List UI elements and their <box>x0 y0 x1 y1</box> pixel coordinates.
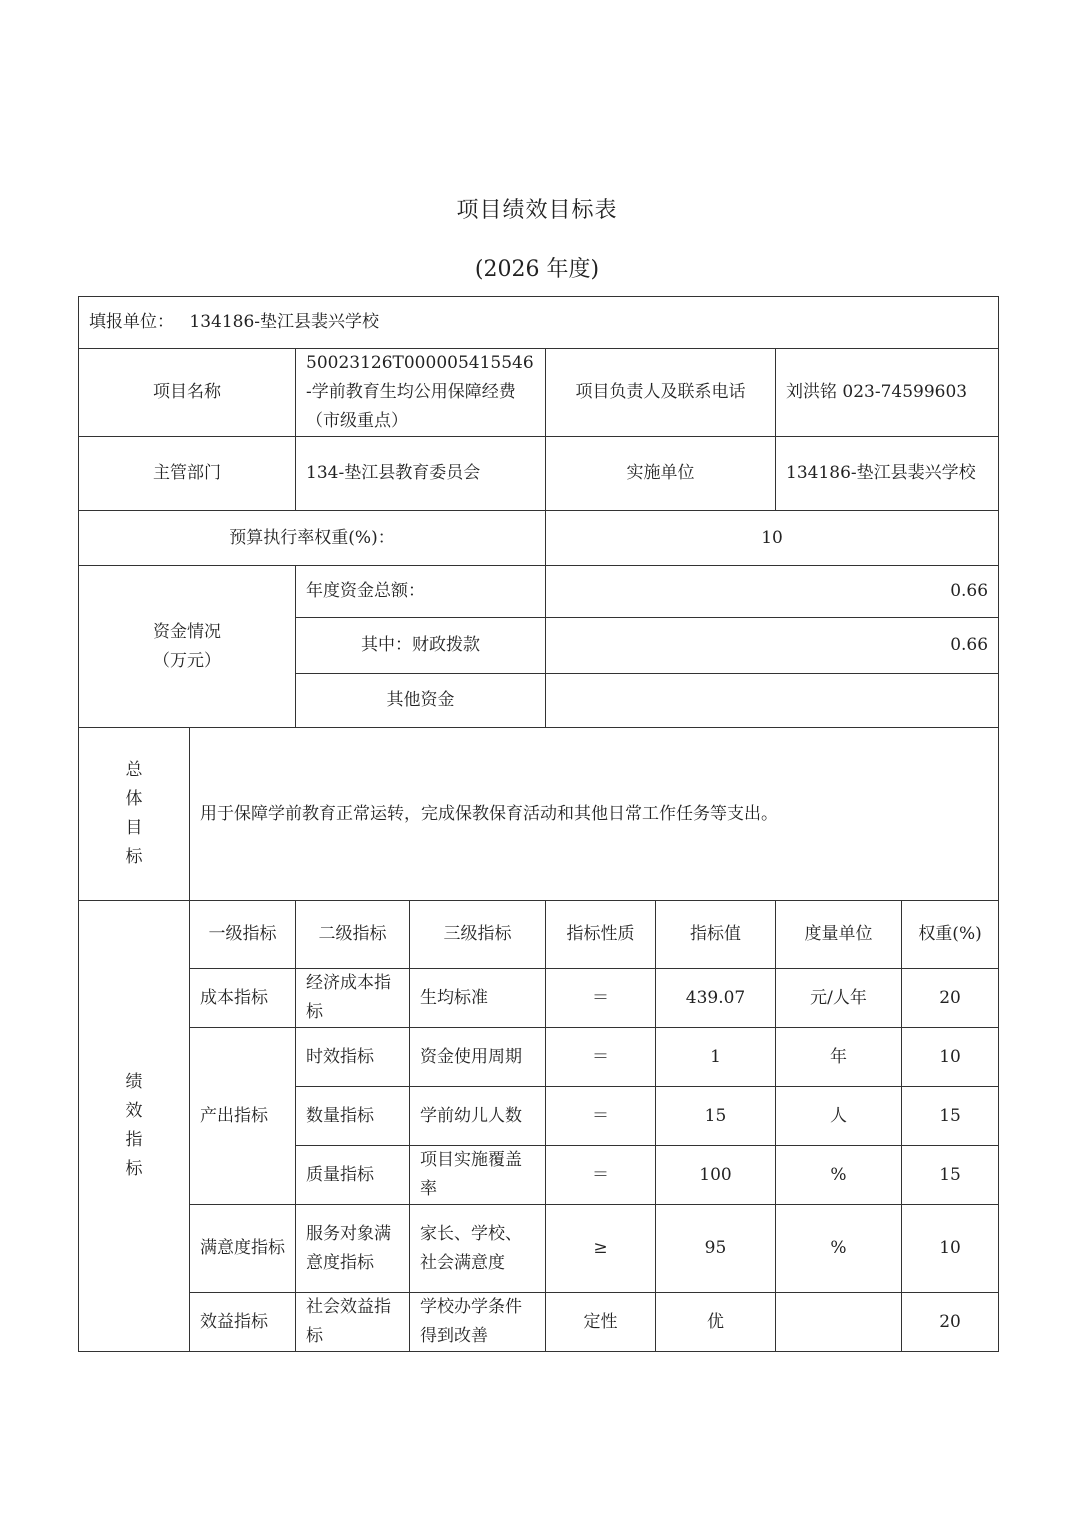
table-row <box>79 1028 999 1087</box>
level3-cell: 学前幼儿人数 <box>410 1087 546 1146</box>
value-cell: 100 <box>656 1146 776 1205</box>
level3-cell: 家长、学校、社会满意度 <box>410 1205 546 1293</box>
nature-cell: ＝ <box>546 1028 656 1087</box>
department-label: 主管部门 <box>79 437 296 511</box>
manager-value: 刘洪铭 023-74599603 <box>776 349 999 437</box>
funding-row-total <box>79 566 999 618</box>
unit-cell: 元/人年 <box>776 969 902 1028</box>
level1-cell: 成本指标 <box>190 969 296 1028</box>
table-row <box>79 1293 999 1352</box>
nature-cell: ≥ <box>546 1205 656 1293</box>
unit-cell: 人 <box>776 1087 902 1146</box>
weight-cell: 20 <box>902 969 999 1028</box>
weight-cell: 15 <box>902 1087 999 1146</box>
budget-rate-value: 10 <box>546 511 999 566</box>
department-value: 134-垫江县教育委员会 <box>296 437 546 511</box>
unit-cell: % <box>776 1205 902 1293</box>
overall-goal-label <box>79 728 190 901</box>
value-cell: 15 <box>656 1087 776 1146</box>
unit-cell: % <box>776 1146 902 1205</box>
level2-cell: 社会效益指标 <box>296 1293 410 1352</box>
level3-cell: 项目实施覆盖率 <box>410 1146 546 1205</box>
column-header: 一级指标 <box>190 901 296 969</box>
funding-section-label <box>79 566 296 728</box>
indicator-label-char: 指 <box>125 1130 143 1150</box>
indicator-header-row <box>79 901 999 969</box>
indicator-label-char: 绩 <box>125 1072 143 1092</box>
funding-total-label: 年度资金总额： <box>296 566 546 618</box>
reporting-unit-cell <box>79 297 999 349</box>
column-header: 权重(%) <box>902 901 999 969</box>
manager-label: 项目负责人及联系电话 <box>546 349 776 437</box>
funding-other-label: 其他资金 <box>296 674 546 728</box>
level2-cell: 服务对象满意度指标 <box>296 1205 410 1293</box>
unit-cell: 年 <box>776 1028 902 1087</box>
project-name-value: 50023126T000005415546-学前教育生均公用保障经费（市级重点） <box>296 349 546 437</box>
level1-cell: 效益指标 <box>190 1293 296 1352</box>
goal-label-char: 目 <box>125 818 143 838</box>
document-title: 项目绩效目标表 <box>456 198 618 223</box>
performance-target-table <box>78 296 999 1352</box>
budget-rate-row <box>79 511 999 566</box>
funding-fiscal-value: 0.66 <box>546 618 999 674</box>
indicators-label <box>79 901 190 1352</box>
reporting-unit-row <box>79 297 999 349</box>
nature-cell: ＝ <box>546 1146 656 1205</box>
weight-cell: 15 <box>902 1146 999 1205</box>
level2-cell: 数量指标 <box>296 1087 410 1146</box>
implementer-value: 134186-垫江县裴兴学校 <box>776 437 999 511</box>
goal-label-char: 标 <box>125 847 143 867</box>
level2-cell: 质量指标 <box>296 1146 410 1205</box>
funding-fiscal-label: 其中：财政拨款 <box>296 618 546 674</box>
implementer-label: 实施单位 <box>546 437 776 511</box>
reporting-unit-label: 填报单位： <box>89 312 174 332</box>
column-header: 度量单位 <box>776 901 902 969</box>
project-name-label: 项目名称 <box>79 349 296 437</box>
column-header: 指标值 <box>656 901 776 969</box>
funding-label-line1: 资金情况 <box>153 621 221 642</box>
value-cell: 优 <box>656 1293 776 1352</box>
nature-cell: ＝ <box>546 1087 656 1146</box>
funding-label-line2: （万元） <box>153 650 221 671</box>
level2-cell: 时效指标 <box>296 1028 410 1087</box>
reporting-unit-value: 134186-垫江县裴兴学校 <box>189 312 380 332</box>
indicator-label-char: 效 <box>125 1101 143 1121</box>
goal-label-char: 体 <box>125 789 143 809</box>
weight-cell: 10 <box>902 1205 999 1293</box>
unit-cell <box>776 1293 902 1352</box>
level2-cell: 经济成本指标 <box>296 969 410 1028</box>
department-row <box>79 437 999 511</box>
column-header: 二级指标 <box>296 901 410 969</box>
funding-total-value: 0.66 <box>546 566 999 618</box>
document-subtitle: (2026 年度) <box>474 257 600 282</box>
budget-rate-label: 预算执行率权重(%)： <box>79 511 546 566</box>
funding-other-value <box>546 674 999 728</box>
value-cell: 95 <box>656 1205 776 1293</box>
table-row <box>79 1205 999 1293</box>
level1-cell: 产出指标 <box>190 1028 296 1205</box>
goal-label-char: 总 <box>125 760 143 780</box>
table-row <box>79 969 999 1028</box>
column-header: 三级指标 <box>410 901 546 969</box>
level3-cell: 学校办学条件得到改善 <box>410 1293 546 1352</box>
value-cell: 439.07 <box>656 969 776 1028</box>
value-cell: 1 <box>656 1028 776 1087</box>
overall-goal-text: 用于保障学前教育正常运转，完成保教保育活动和其他日常工作任务等支出。 <box>190 728 999 901</box>
weight-cell: 20 <box>902 1293 999 1352</box>
weight-cell: 10 <box>902 1028 999 1087</box>
level3-cell: 生均标准 <box>410 969 546 1028</box>
level3-cell: 资金使用周期 <box>410 1028 546 1087</box>
project-name-row <box>79 349 999 437</box>
nature-cell: 定性 <box>546 1293 656 1352</box>
nature-cell: ＝ <box>546 969 656 1028</box>
level1-cell: 满意度指标 <box>190 1205 296 1293</box>
column-header: 指标性质 <box>546 901 656 969</box>
indicator-label-char: 标 <box>125 1159 143 1179</box>
overall-goal-row <box>79 728 999 901</box>
